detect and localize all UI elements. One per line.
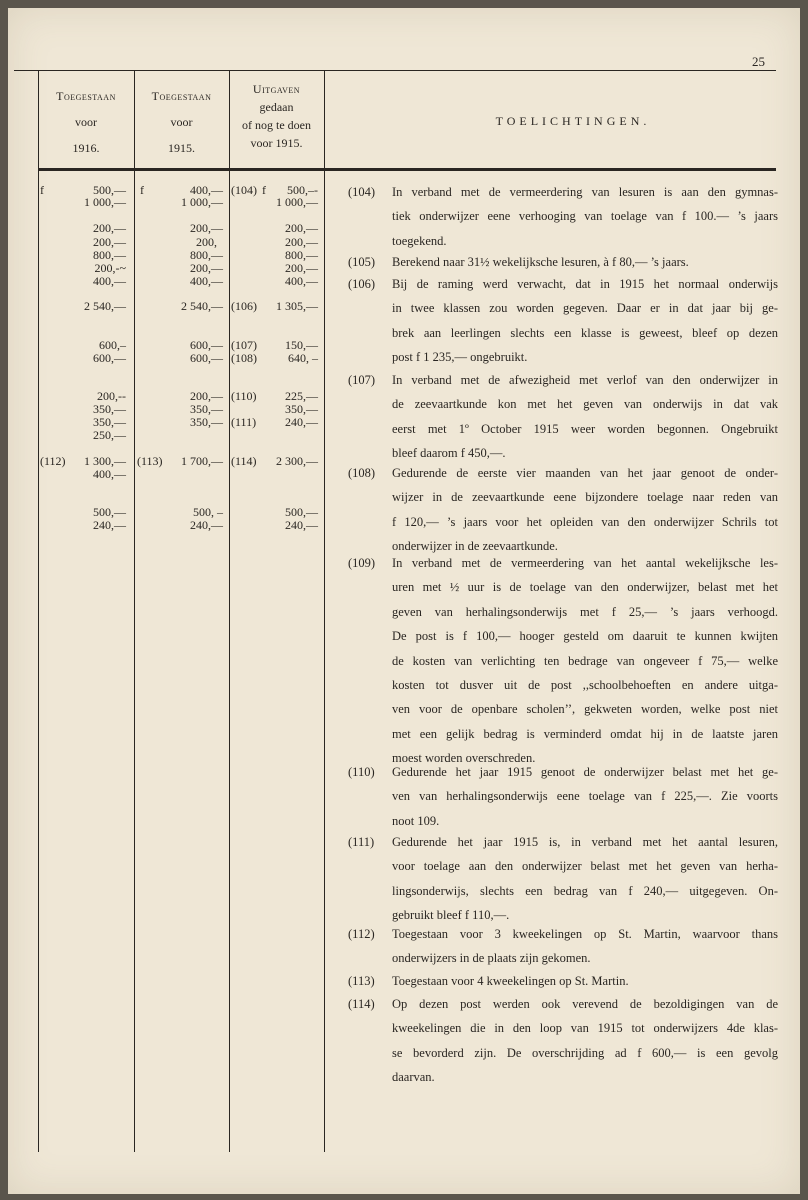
note-line: geven van herhalingsonderwijs met f 25,— ’s jaars verhoogd. — [392, 604, 778, 619]
amount-expenditure: 640, – — [288, 351, 318, 365]
header-toegestaan-1916 — [38, 86, 134, 158]
column-rule-2 — [134, 70, 135, 1152]
amount-1916: 350,— — [93, 415, 126, 429]
note-line: tiek onderwijzer eene verhooging van toelage van f 100.— ’s jaars — [392, 209, 778, 224]
note-line: Gedurende de eerste vier maanden van het jaar genoot de onder- — [392, 466, 778, 480]
note-text — [392, 272, 778, 370]
amount-1916: 500,— — [93, 505, 126, 519]
note-text — [392, 992, 778, 1090]
amount-1915: 400,— — [190, 274, 223, 288]
note-text — [392, 830, 778, 928]
amount-expenditure: 200,— — [285, 235, 318, 249]
note-ref: (106) — [231, 299, 257, 313]
note-number: (109) — [348, 556, 376, 570]
note-ref: (110) — [231, 389, 257, 403]
amount-expenditure: 350,— — [285, 402, 318, 416]
note-line: kosten tot dusver uit de post ,,schoolbehoeften en andere uitga- — [392, 678, 778, 693]
note-line: brek aan leerlingen slechts een klasse is geweest, bleef op dezen — [392, 325, 778, 340]
note-line: ven van herhalingsonderwijs eene toelage van f 225,—. Zie voorts — [392, 789, 778, 804]
note-number: (113) — [348, 974, 375, 988]
note-text — [392, 461, 778, 559]
note-line: f 120,— ’s jaars voor het opleiden van den onderwijzer Schrils tot — [392, 514, 778, 529]
header-year: 1915. — [168, 141, 195, 155]
note-line: De post is f 100,— hooger gesteld om daaruit te kunnen kwijten — [392, 629, 778, 644]
page-number: 25 — [752, 54, 765, 69]
note-text — [392, 250, 778, 274]
note-line: bleef daarom f 450,—. — [392, 446, 506, 461]
header-rule — [38, 168, 776, 171]
header-year: voor 1915. — [250, 136, 303, 150]
amount-1915: 600,— — [190, 351, 223, 365]
amount-expenditure: 500,— — [285, 505, 318, 519]
note-line: onderwijzers in de plaats zijn gekomen. — [392, 951, 591, 966]
note-line: kweekelingen die in den loop van 1915 tot onderwijzers 4de klas- — [392, 1021, 778, 1036]
amount-expenditure: 225,— — [285, 389, 318, 403]
note-number: (108) — [348, 466, 376, 480]
note-line: met een gelijk bedrag is verminderd omdat hij in de laatste jaren — [392, 726, 778, 741]
amount-expenditure: 240,— — [285, 518, 318, 532]
amount-1916: 250,— — [93, 428, 126, 442]
note-line: toegekend. — [392, 233, 447, 248]
note-number: (111) — [348, 835, 375, 849]
amount-1916: 350,— — [93, 402, 126, 416]
header-label: of nog te doen — [242, 118, 311, 132]
note-line: Op dezen post werden ook verevend de bezoldigingen van de — [392, 997, 778, 1011]
note-ref: (104) — [231, 183, 257, 197]
note-ref: (111) — [231, 415, 257, 429]
note-line: moest worden overschreden. — [392, 751, 536, 766]
note-text — [392, 922, 778, 971]
column-rule-1 — [38, 70, 39, 1152]
header-toegestaan-1915 — [134, 86, 229, 158]
amount-1915: 240,— — [190, 518, 223, 532]
note-line: Gedurende het jaar 1915 is, in verband met het aantal lesuren, — [392, 835, 778, 849]
note-line: noot 109. — [392, 813, 440, 828]
amount-expenditure: 2 300,— — [276, 454, 318, 468]
note-line: de zeevaartkunde kon met het geven van onderwijs in dat vak — [392, 397, 778, 412]
note-number: (114) — [348, 997, 375, 1011]
amount-1916: 240,— — [93, 518, 126, 532]
note-line: onderwijzer in de zeevaartkunde. — [392, 539, 558, 554]
amount-1916: 1 300,— — [84, 454, 126, 468]
header-label: voor — [170, 115, 193, 129]
note-line: daarvan. — [392, 1070, 435, 1085]
amount-1916: 1 000,— — [84, 195, 126, 209]
amount-1915: 200,— — [190, 261, 223, 275]
note-number: (104) — [348, 185, 376, 199]
note-ref: (112) — [40, 454, 66, 468]
note-text — [392, 368, 778, 466]
note-line: post f 1 235,— ongebruikt. — [392, 350, 528, 365]
header-label: gedaan — [259, 100, 294, 114]
amount-1916: 200,-~ — [94, 261, 126, 275]
amount-1915: 200, — [196, 235, 217, 249]
note-number: (105) — [348, 255, 376, 269]
amount-1916: 200,-- — [97, 389, 126, 403]
amount-expenditure: 800,— — [285, 248, 318, 262]
note-line: de kosten van verlichting ten bedrage van ongeveer f 75,— welke — [392, 653, 778, 668]
amount-expenditure: 400,— — [285, 274, 318, 288]
amount-expenditure: 1 305,— — [276, 299, 318, 313]
currency-mark: f — [262, 183, 266, 197]
amount-expenditure: 500,–- — [287, 183, 318, 197]
currency-mark: f — [140, 183, 144, 197]
currency-mark: f — [40, 183, 44, 197]
note-line: ven voor de openbare scholen’’, gekweten worden, welke post niet — [392, 702, 778, 717]
note-line: uren met ½ uur is de toelage van den onderwijzer, belast met het — [392, 580, 778, 595]
document-page — [8, 8, 800, 1194]
note-number: (107) — [348, 373, 376, 387]
amount-1915: 200,— — [190, 221, 223, 235]
amount-1915: 200,— — [190, 389, 223, 403]
note-ref: (114) — [231, 454, 257, 468]
note-line: Bij de raming werd verwacht, dat in 1915 het normaal onderwijs — [392, 277, 778, 291]
column-rule-3 — [229, 70, 230, 1152]
amount-1915: 2 540,— — [181, 299, 223, 313]
note-line: voor toelage aan den onderwijzer belast met het geven van herha- — [392, 859, 778, 874]
amount-1916: 600,– — [99, 338, 126, 352]
amount-1916: 600,— — [93, 351, 126, 365]
note-number: (112) — [348, 927, 375, 941]
header-year: 1916. — [72, 141, 100, 155]
amount-1915: 1 700,— — [181, 454, 223, 468]
note-line: Berekend naar 31½ wekelijksche lesuren, à f 80,— ’s jaars. — [392, 255, 689, 269]
note-line: lingsonderwijs, slechts een bedrag van f 240,— uitgegeven. On- — [392, 883, 778, 898]
note-line: Toegestaan voor 4 kweekelingen op St. Martin. — [392, 974, 629, 988]
note-line: gebruikt bleef f 110,—. — [392, 908, 510, 923]
amount-expenditure: 150,— — [285, 338, 318, 352]
note-line: In verband met de vermeerdering van het aantal wekelijksche les- — [392, 556, 778, 570]
note-text — [392, 180, 778, 253]
top-rule — [14, 70, 776, 71]
amount-1915: 500, – — [193, 505, 223, 519]
header-toelichtingen: TOELICHTINGEN. — [495, 114, 651, 128]
header-label: Toegestaan — [56, 89, 116, 103]
header-label: Toegestaan — [151, 89, 212, 103]
amount-1915: 400,— — [190, 183, 223, 197]
header-label: Uitgaven — [252, 82, 301, 96]
amount-1916: 800,— — [93, 248, 126, 262]
header-uitgaven — [229, 80, 324, 152]
note-text — [392, 969, 778, 993]
amount-1915: 350,— — [190, 415, 223, 429]
amount-expenditure: 200,— — [285, 221, 318, 235]
note-ref: (113) — [137, 454, 163, 468]
note-line: Toegestaan voor 3 kweekelingen op St. Martin, waarvoor thans — [392, 927, 778, 941]
amount-1916: 400,— — [93, 467, 126, 481]
note-line: eerst met 1º October 1915 weer worden begonnen. Ongebruikt — [392, 421, 778, 436]
amount-1916: 500,— — [93, 183, 126, 197]
amount-expenditure: 200,— — [285, 261, 318, 275]
note-line: In verband met de vermeerdering van lesuren is aan den gymnas- — [392, 185, 778, 199]
note-number: (106) — [348, 277, 376, 291]
note-text — [392, 760, 778, 833]
note-ref: (107) — [231, 338, 257, 352]
note-line: wijzer in de zeevaartkunde eene bijzondere toelage naar reden van — [392, 490, 778, 505]
amount-1915: 350,— — [190, 402, 223, 416]
amount-1915: 800,— — [190, 248, 223, 262]
note-line: se bevorderd zijn. De overschrijding ad f 600,— is een gevolg — [392, 1045, 778, 1060]
header-label: voor — [75, 115, 97, 129]
note-line: Gedurende het jaar 1915 genoot de onderwijzer belast met het ge- — [392, 765, 778, 779]
amount-1916: 400,— — [93, 274, 126, 288]
amount-expenditure: 1 000,— — [276, 195, 318, 209]
note-line: in twee klassen zou worden gegeven. Daar er in dat jaar bij ge- — [392, 301, 778, 316]
amount-1916: 200,— — [93, 221, 126, 235]
note-text — [392, 551, 778, 771]
column-rule-4 — [324, 70, 325, 1152]
note-line: In verband met de afwezigheid met verlof van den onderwijzer in — [392, 373, 778, 387]
amount-1915: 600,— — [190, 338, 223, 352]
note-ref: (108) — [231, 351, 257, 365]
amount-expenditure: 240,— — [285, 415, 318, 429]
amount-1916: 200,— — [93, 235, 126, 249]
amount-1916: 2 540,— — [84, 299, 126, 313]
amount-1915: 1 000,— — [181, 195, 223, 209]
note-number: (110) — [348, 765, 375, 779]
